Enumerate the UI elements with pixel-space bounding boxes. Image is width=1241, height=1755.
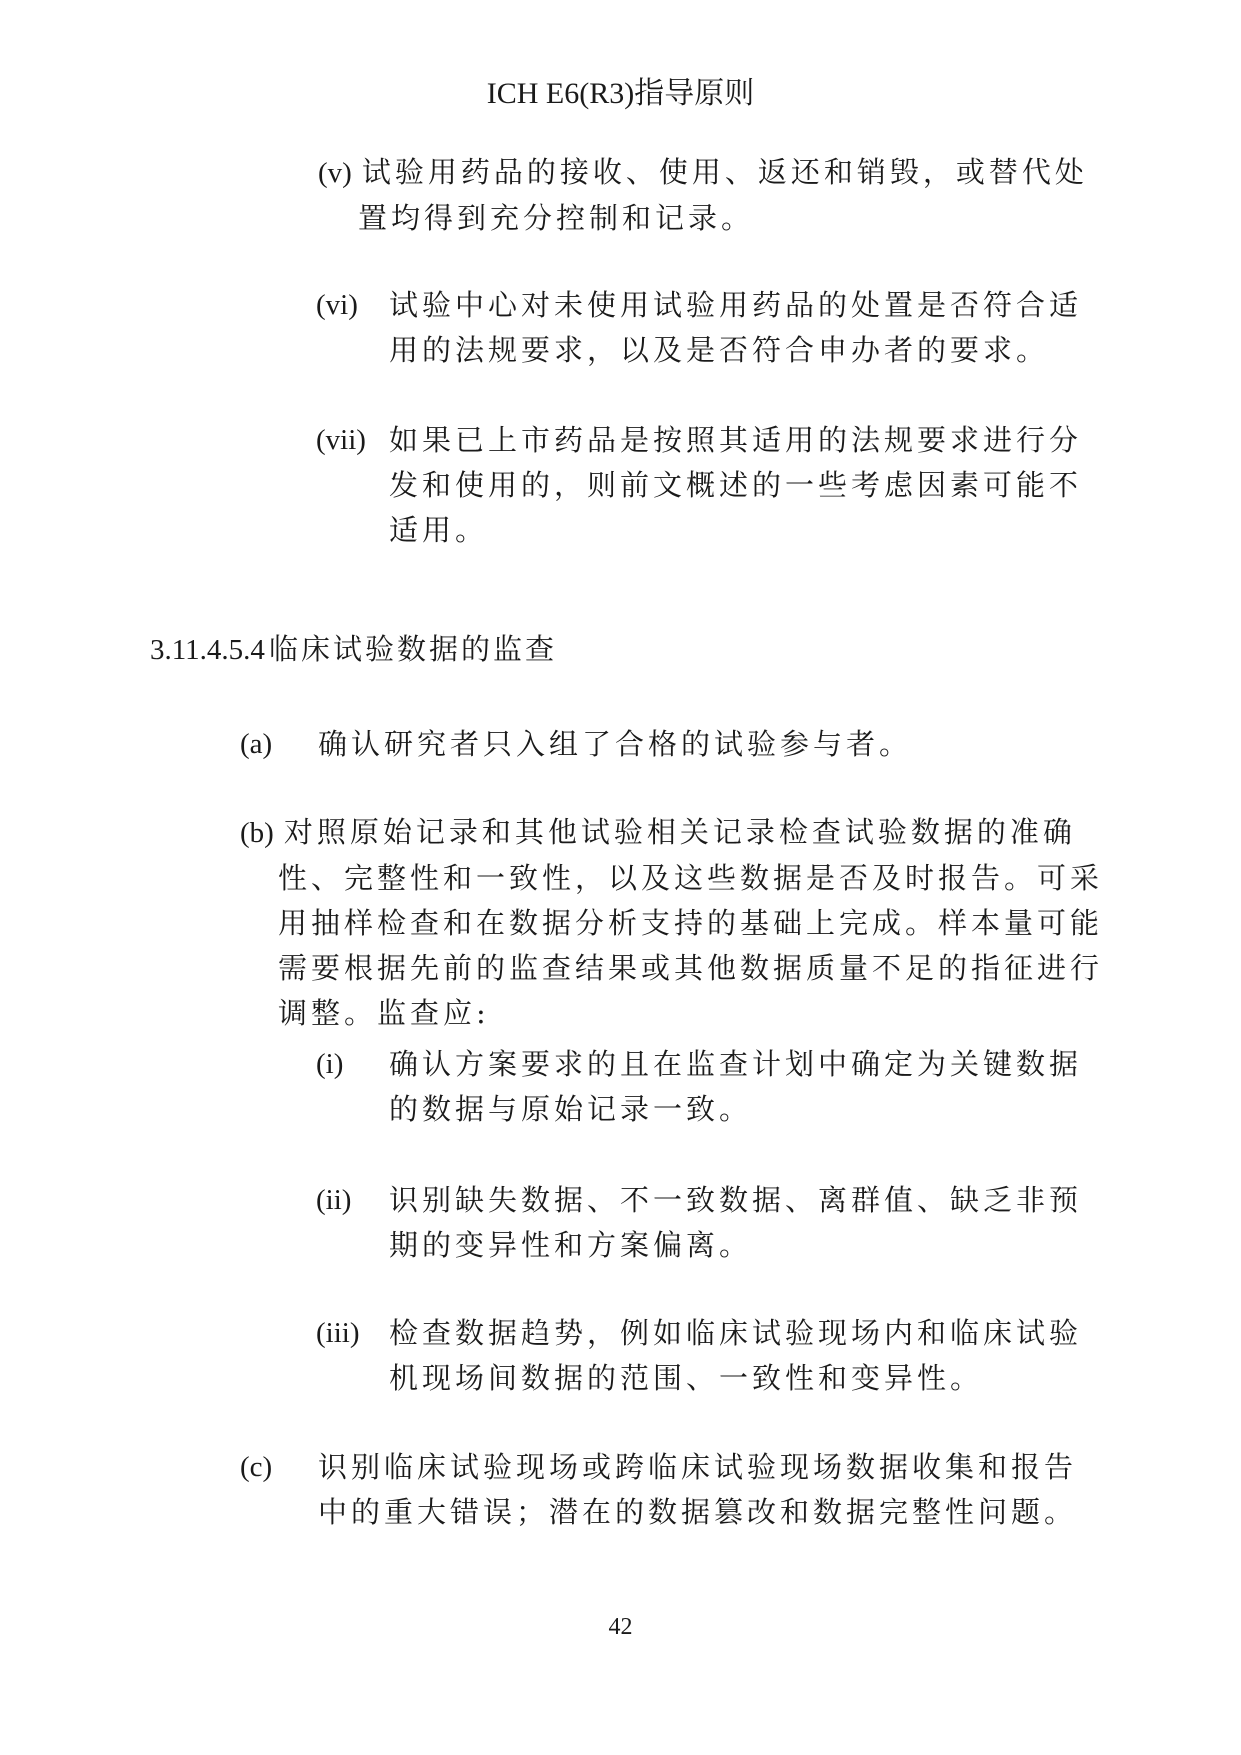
section-number: 3.11.4.5.4	[150, 634, 265, 666]
list-item-text: 检查数据趋势，例如临床试验现场内和临床试验机现场间数据的范围、一致性和变异性。	[389, 1316, 1083, 1395]
list-item-a	[240, 722, 1090, 767]
list-item-label: (b)	[240, 817, 274, 849]
page-number: 42	[608, 1614, 633, 1640]
list-item-label: (c)	[240, 1451, 273, 1483]
list-item-b	[240, 810, 1128, 1036]
list-item-text: 确认研究者只入组了合格的试验参与者。	[318, 727, 913, 761]
list-item-label: (v)	[318, 157, 352, 189]
list-item-text: 识别缺失数据、不一致数据、离群值、缺乏非预期的变异性和方案偏离。	[389, 1183, 1083, 1262]
list-item-vii	[316, 418, 1086, 553]
list-item-label: (ii)	[316, 1184, 352, 1216]
list-item-vi	[316, 283, 1086, 373]
section-title: 临床试验数据的监查	[268, 632, 557, 666]
list-item-v	[318, 150, 1118, 241]
list-item-text: 确认方案要求的且在监查计划中确定为关键数据的数据与原始记录一致。	[389, 1047, 1083, 1126]
list-item-i	[316, 1042, 1086, 1132]
list-item-text: 如果已上市药品是按照其适用的法规要求进行分发和使用的，则前文概述的一些考虑因素可能不适用。	[389, 423, 1083, 547]
document-header: ICH E6(R3)指导原则	[486, 77, 755, 110]
list-item-text: 试验中心对未使用试验用药品的处置是否符合适用的法规要求，以及是否符合申办者的要求。	[389, 288, 1083, 367]
list-item-text: 试验用药品的接收、使用、返还和销毁，或替代处置均得到充分控制和记录。	[358, 155, 1088, 235]
list-item-label: (a)	[240, 728, 273, 760]
list-item-label: (vi)	[316, 289, 358, 321]
list-item-c	[240, 1445, 1090, 1535]
list-item-label: (iii)	[316, 1317, 360, 1349]
list-item-label: (vii)	[316, 424, 366, 456]
section-heading	[150, 627, 557, 673]
list-item-ii	[316, 1178, 1086, 1268]
list-item-text: 识别临床试验现场或跨临床试验现场数据收集和报告中的重大错误；潜在的数据篡改和数据完整性问题。	[318, 1450, 1078, 1529]
list-item-text: 对照原始记录和其他试验相关记录检查试验数据的准确性、完整性和一致性，以及这些数据是否及时报告。可采用抽样检查和在数据分析支持的基础上完成。样本量可能需要根据先前的监查结果或其他数据质量不足的指征进行调整。监查应:	[278, 815, 1104, 1030]
list-item-label: (i)	[316, 1048, 344, 1080]
list-item-iii	[316, 1311, 1086, 1401]
